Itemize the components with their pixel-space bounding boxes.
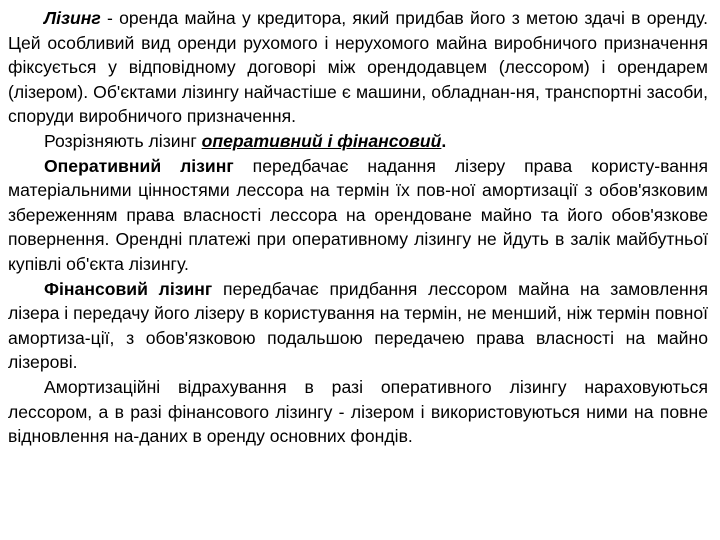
- term-leasing: Лізинг: [44, 8, 101, 28]
- paragraph-text: - оренда майна у кредитора, який придбав його з метою здачі в оренду. Цей особливий вид оренди рухомого і нерухомого майна виробничого призначення фіксується у відповідному договорі між орендодавцем (лессором) і орендарем (лізером). Об'єктами лізингу найчастіше є машини, обладнан-ня, транспортні засоби, споруди виробничого призначення.: [8, 8, 708, 127]
- paragraph-financial-leasing: [8, 277, 708, 375]
- paragraph-text: Амортизаційні відрахування в разі оперативного лізингу нараховуються лессором, а в разі фінансового лізингу - лізером і використовуються ними на повне відновлення на-даних в оренду основних фондів.: [8, 376, 708, 447]
- paragraph-leasing-types: [8, 129, 708, 154]
- paragraph-text: передбачає надання лізеру права користу-вання матеріальними цінностями лессора на термін їх пов-ної амортизації з обов'язковим збереженням права власності лессора на орендоване майно та його обов'язкове повернення. Орендні платежі при оперативному лізингу не йдуть в залік майбутньої купівлі об'єкта лізингу.: [8, 155, 708, 274]
- paragraph-text: передбачає придбання лессором майна на замовлення лізера і передачу його лізеру в користування на термін, не менший, ніж термін повної амортиза-ції, з обов'язковою подальшою передачею права власності на майно лізерові.: [8, 278, 708, 373]
- paragraph-leasing-definition: [8, 6, 708, 129]
- paragraph-text: Розрізняють лізинг: [44, 130, 202, 151]
- paragraph-tail: .: [441, 130, 447, 151]
- emphasized-leasing-types: оперативний і фінансовий: [201, 130, 442, 151]
- term-financial-leasing: Фінансовий лізинг: [44, 278, 213, 299]
- paragraph-operating-leasing: [8, 154, 708, 277]
- paragraph-depreciation: [8, 375, 708, 449]
- document-page: [8, 6, 708, 449]
- term-operating-leasing: Оперативний лізинг: [44, 155, 234, 176]
